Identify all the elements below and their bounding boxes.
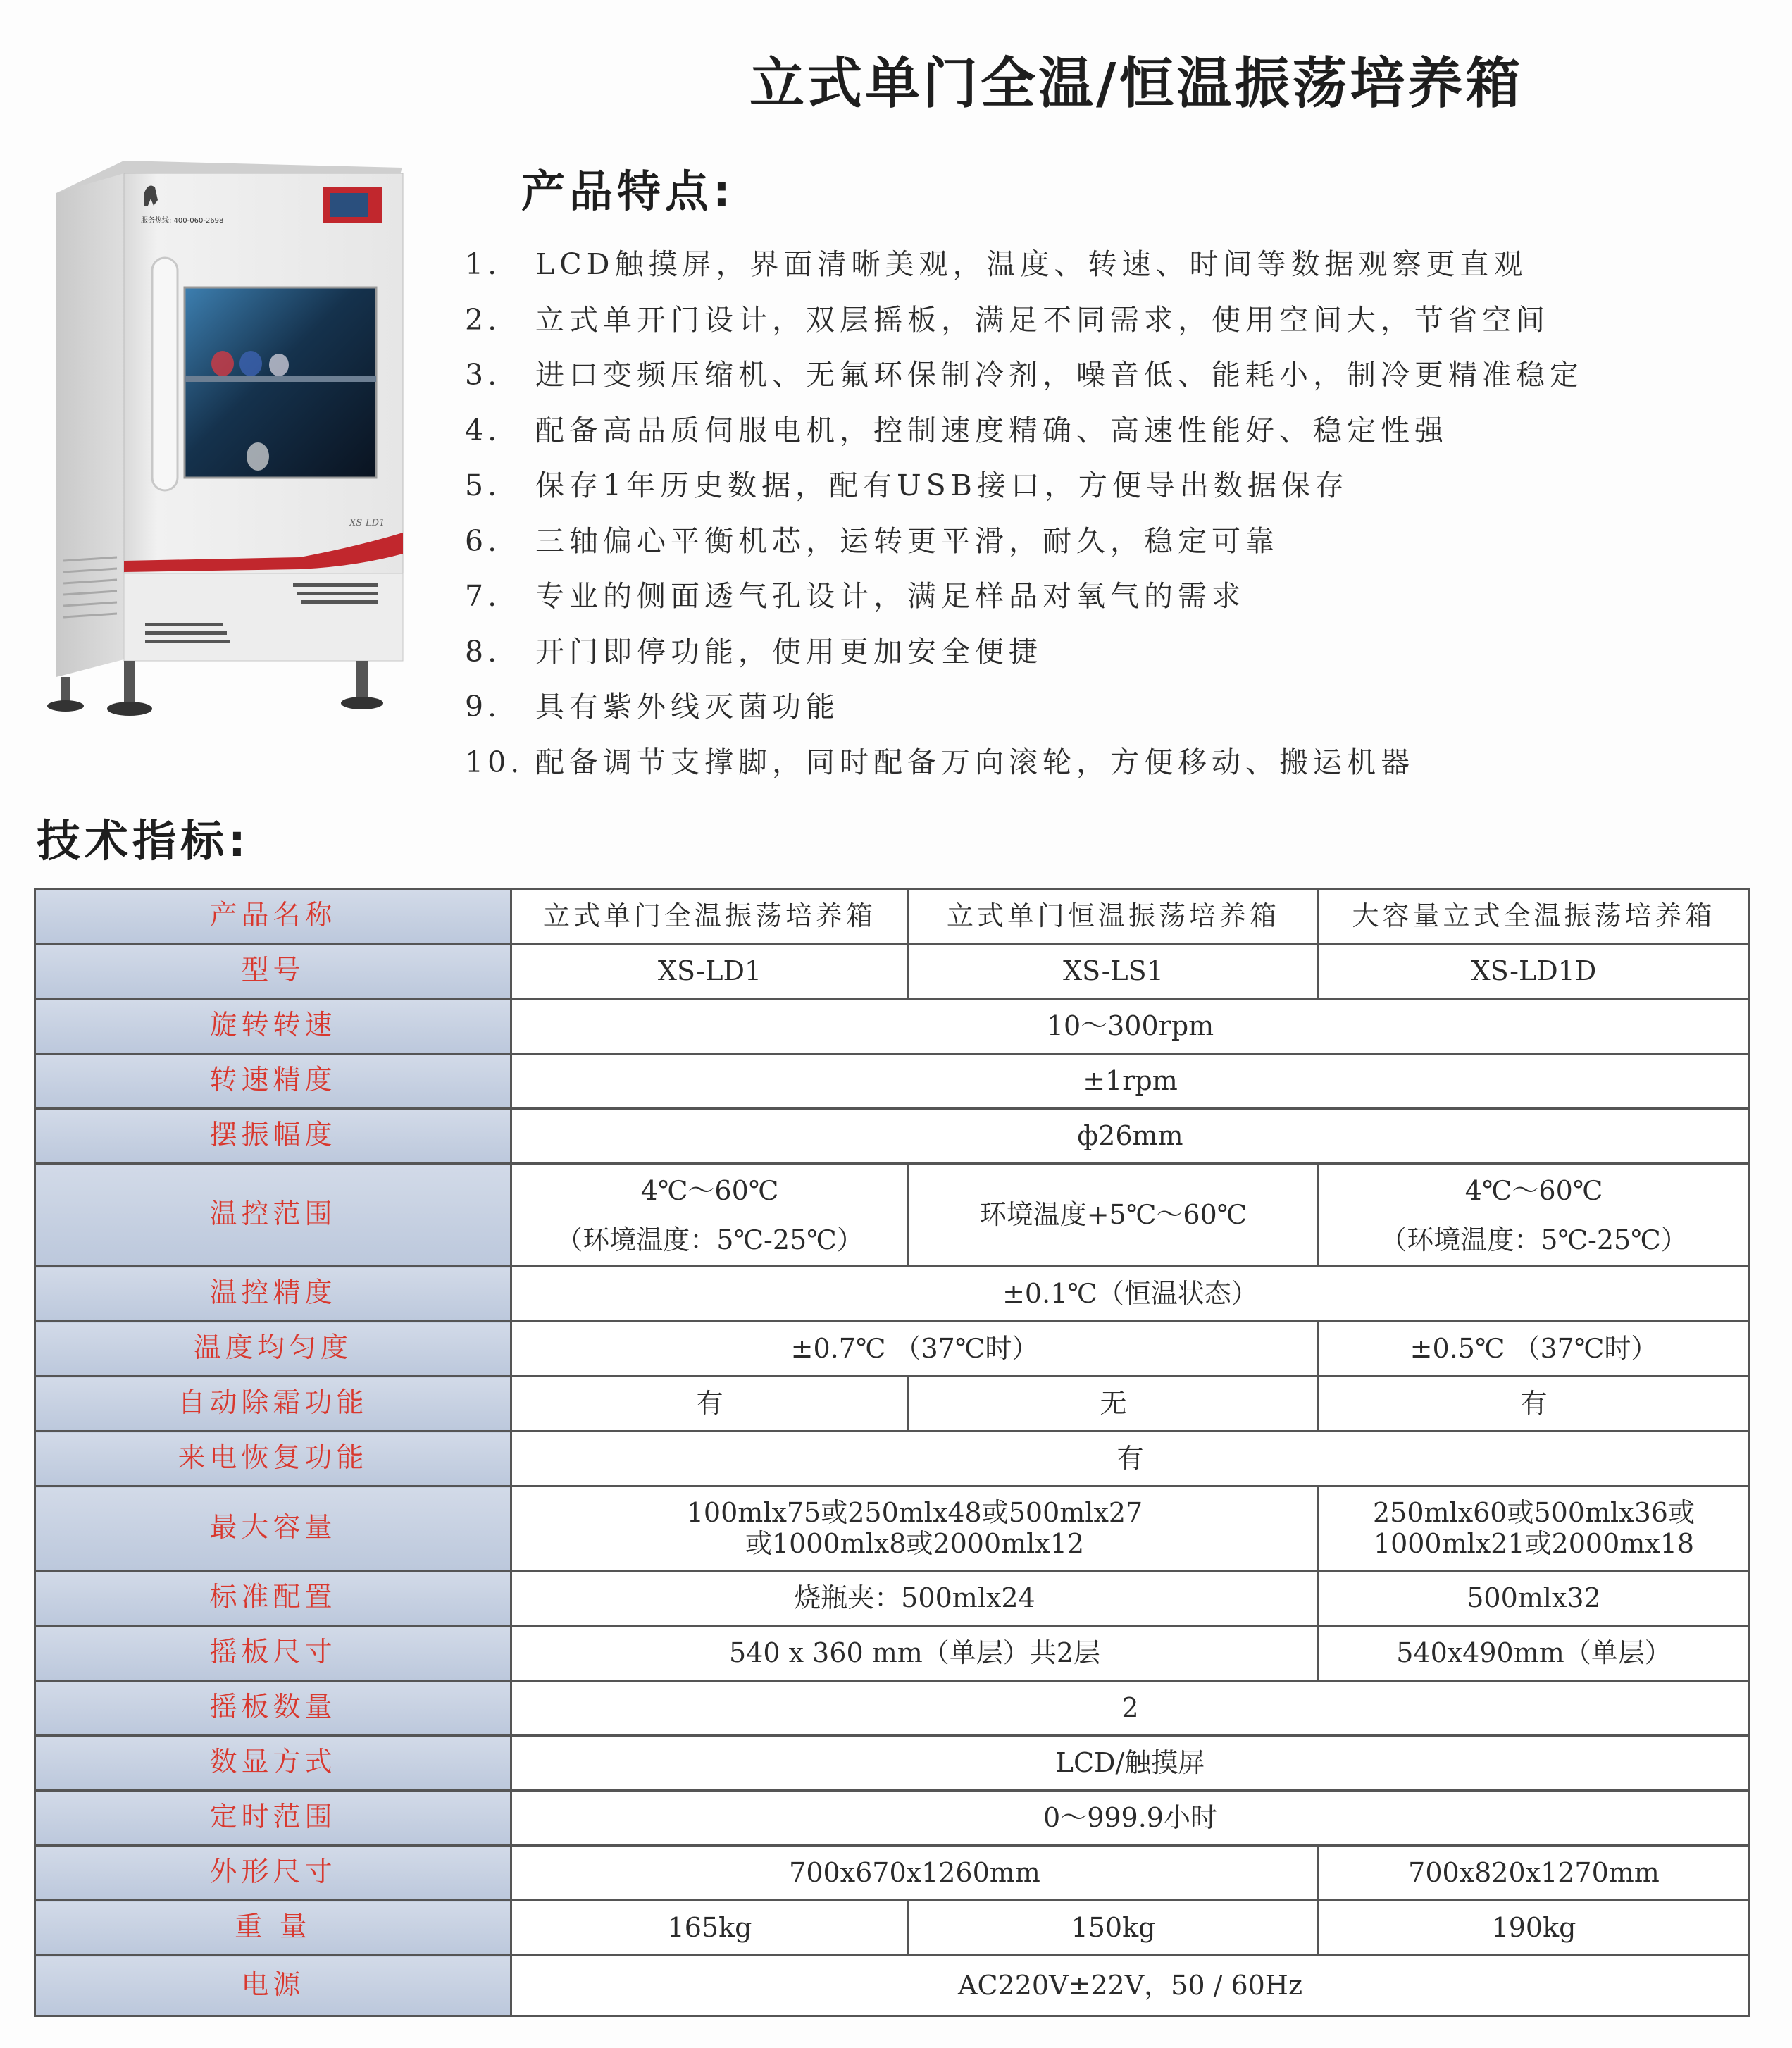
table-cell: ±0.5℃ （37℃时） — [1319, 1322, 1750, 1377]
row-label: 摆振幅度 — [35, 1109, 511, 1164]
feature-item: 2. 立式单开门设计，双层摇板，满足不同需求，使用空间大，节省空间 — [465, 302, 1550, 337]
row-label: 转速精度 — [35, 1054, 511, 1109]
table-cell — [1319, 1164, 1750, 1267]
table-row — [35, 1109, 1750, 1164]
feature-item: 5. 保存1年历史数据，配有USB接口，方便导出数据保存 — [465, 468, 1349, 502]
table-cell: 烧瓶夹：500mlx24 — [511, 1571, 1319, 1626]
table-row — [35, 1322, 1750, 1377]
feature-item: 10. 配备调节支撑脚，同时配备万向滚轮，方便移动、搬运机器 — [465, 745, 1414, 779]
table-cell: XS-LD1 — [511, 944, 909, 999]
table-row — [35, 944, 1750, 999]
features-list — [465, 237, 1583, 790]
cell-line: 1000mlx21或2000mx18 — [1373, 1527, 1695, 1559]
table-cell: AC220V±22V，50 / 60Hz — [511, 1956, 1750, 2016]
table-cell: ±1rpm — [511, 1054, 1750, 1109]
row-label: 来电恢复功能 — [35, 1432, 511, 1487]
table-row — [35, 1054, 1750, 1109]
row-label: 产品名称 — [35, 889, 511, 944]
row-label: 最大容量 — [35, 1487, 511, 1571]
table-cell: 700x670x1260mm — [511, 1846, 1319, 1901]
cell-line: （环境温度：5℃-25℃） — [556, 1224, 864, 1255]
table-cell: 10～300rpm — [511, 999, 1750, 1054]
row-label: 外形尺寸 — [35, 1846, 511, 1901]
cell-line: 或1000mlx8或2000mlx12 — [745, 1527, 1085, 1559]
feature-item: 4. 配备高品质伺服电机，控制速度精确、高速性能好、稳定性强 — [465, 413, 1448, 447]
table-cell: XS-LD1D — [1319, 944, 1750, 999]
table-cell: 190kg — [1319, 1901, 1750, 1956]
table-row — [35, 1432, 1750, 1487]
row-label: 重 量 — [35, 1901, 511, 1956]
table-cell — [1319, 1487, 1750, 1571]
table-cell: 环境温度+5℃～60℃ — [909, 1164, 1319, 1267]
table-cell: 540 x 360 mm（单层）共2层 — [511, 1626, 1319, 1681]
table-row — [35, 999, 1750, 1054]
row-label: 型号 — [35, 944, 511, 999]
row-label: 自动除霜功能 — [35, 1377, 511, 1432]
cell-line: （环境温度：5℃-25℃） — [1380, 1224, 1688, 1255]
cell-line: 4℃～60℃ — [640, 1174, 779, 1206]
cell-line: 4℃～60℃ — [1464, 1174, 1603, 1206]
table-cell: 0～999.9小时 — [511, 1791, 1750, 1846]
row-label: 标准配置 — [35, 1571, 511, 1626]
row-label: 电源 — [35, 1956, 511, 2016]
row-label: 温控范围 — [35, 1164, 511, 1267]
table-cell: 立式单门全温振荡培养箱 — [511, 889, 909, 944]
table-row — [35, 1846, 1750, 1901]
product-image — [46, 152, 413, 737]
table-row — [35, 1487, 1750, 1571]
table-cell: 2 — [511, 1681, 1750, 1736]
table-row — [35, 1377, 1750, 1432]
feature-item: 6. 三轴偏心平衡机芯，运转更平滑，耐久，稳定可靠 — [465, 523, 1279, 558]
table-cell: 有 — [511, 1377, 909, 1432]
table-cell: XS-LS1 — [909, 944, 1319, 999]
table-row — [35, 1956, 1750, 2016]
table-row — [35, 1681, 1750, 1736]
table-row — [35, 1736, 1750, 1791]
spec-table — [34, 888, 1750, 2017]
table-row — [35, 1267, 1750, 1322]
table-row — [35, 1791, 1750, 1846]
table-cell: LCD/触摸屏 — [511, 1736, 1750, 1791]
table-cell: 无 — [909, 1377, 1319, 1432]
table-row — [35, 1164, 1750, 1267]
row-label: 摇板尺寸 — [35, 1626, 511, 1681]
row-label: 温控精度 — [35, 1267, 511, 1322]
table-cell: 165kg — [511, 1901, 909, 1956]
table-row — [35, 1901, 1750, 1956]
table-cell: 700x820x1270mm — [1319, 1846, 1750, 1901]
model-mark: XS-LD1 — [349, 518, 385, 528]
table-cell: ф26mm — [511, 1109, 1750, 1164]
table-cell: 500mlx32 — [1319, 1571, 1750, 1626]
cell-line: 100mlx75或250mlx48或500mlx27 — [686, 1496, 1143, 1528]
table-row — [35, 889, 1750, 944]
specs-heading: 技术指标: — [37, 815, 250, 867]
table-cell: ±0.1℃（恒温状态） — [511, 1267, 1750, 1322]
feature-item: 1. LCD触摸屏，界面清晰美观，温度、转速、时间等数据观察更直观 — [465, 247, 1528, 281]
table-cell — [511, 1487, 1319, 1571]
row-label: 定时范围 — [35, 1791, 511, 1846]
table-cell: 540x490mm（单层） — [1319, 1626, 1750, 1681]
row-label: 温度均匀度 — [35, 1322, 511, 1377]
table-cell: 有 — [1319, 1377, 1750, 1432]
feature-item: 9. 具有紫外线灭菌功能 — [465, 690, 840, 724]
row-label: 旋转转速 — [35, 999, 511, 1054]
cell-line: 250mlx60或500mlx36或 — [1372, 1496, 1695, 1528]
table-cell: 有 — [511, 1432, 1750, 1487]
feature-item: 7. 专业的侧面透气孔设计，满足样品对氧气的需求 — [465, 579, 1245, 613]
table-cell: 大容量立式全温振荡培养箱 — [1319, 889, 1750, 944]
table-row — [35, 1571, 1750, 1626]
table-cell: 立式单门恒温振荡培养箱 — [909, 889, 1319, 944]
row-label: 摇板数量 — [35, 1681, 511, 1736]
features-heading: 产品特点: — [521, 166, 735, 217]
table-cell: 150kg — [909, 1901, 1319, 1956]
table-cell — [511, 1164, 909, 1267]
table-cell: ±0.7℃ （37℃时） — [511, 1322, 1319, 1377]
table-row — [35, 1626, 1750, 1681]
row-label: 数显方式 — [35, 1736, 511, 1791]
hotline-text: 服务热线: 400-060-2698 — [141, 217, 224, 225]
feature-item: 8. 开门即停功能，使用更加安全便捷 — [465, 634, 1043, 669]
feature-item: 3. 进口变频压缩机、无氟环保制冷剂，噪音低、能耗小，制冷更精准稳定 — [465, 358, 1583, 392]
page-title: 立式单门全温/恒温振荡培养箱 — [749, 52, 1524, 116]
